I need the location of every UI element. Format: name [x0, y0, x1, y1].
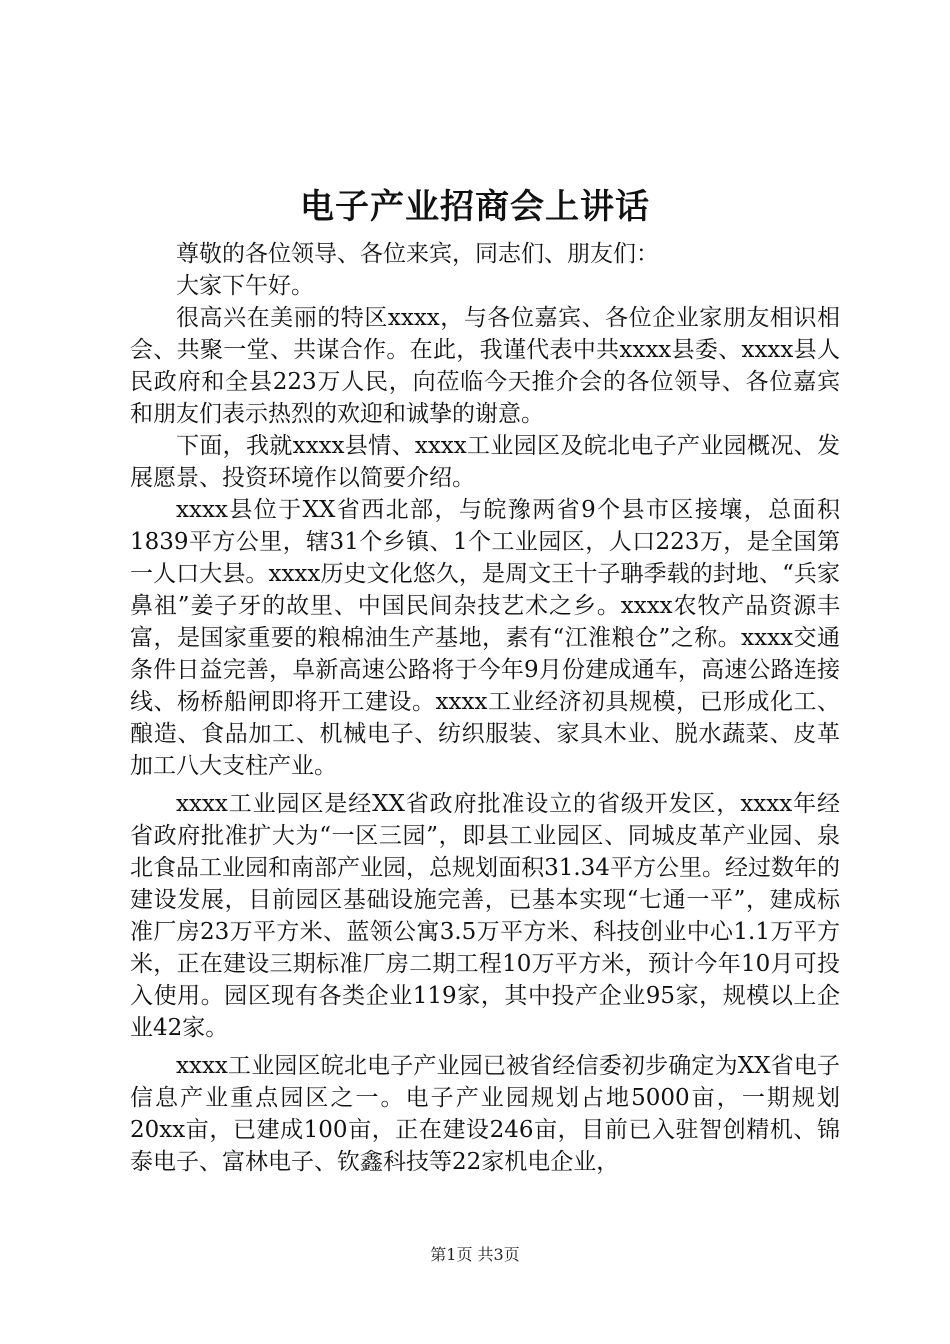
- document-body: [130, 238, 840, 1178]
- document-title: 电子产业招商会上讲话: [300, 187, 650, 227]
- intro-paragraph: 下面，我就xxxx县情、xxxx工业园区及皖北电子产业园概况、发展愿景、投资环境作以简要介绍。: [130, 433, 840, 491]
- salutation-paragraph: 尊敬的各位领导、各位来宾，同志们、朋友们：: [176, 241, 659, 267]
- county-overview-paragraph: xxxx县位于XX省西北部，与皖豫两省9个县市区接壤，总面积1839平方公里，辖31个乡镇、1个工业园区，人口223万，是全国第一人口大县。xxxx历史文化悠久，是周文王十子聃季载的封地、“兵家鼻祖”姜子牙的故里、中国民间杂技艺术之乡。xxxx农牧产品资源丰富，是国家重要的粮棉油生产基地，素有“江淮粮仓”之称。xxxx交通条件日益完善，阜新高速公路将于今年9月份建成通车，高速公路连接线、杨桥船闸即将开工建设。xxxx工业经济初具规模，已形成化工、酿造、食品加工、机械电子、纺织服装、家具木业、脱水蔬菜、皮革加工八大支柱产业。: [130, 497, 840, 779]
- greeting-paragraph: 大家下午好。: [176, 273, 314, 299]
- welcome-paragraph: 很高兴在美丽的特区xxxx，与各位嘉宾、各位企业家朋友相识相会、共聚一堂、共谋合作。在此，我谨代表中共xxxx县委、xxxx县人民政府和全县223万人民，向莅临今天推介会的各位领导、各位嘉宾和朋友们表示热烈的欢迎和诚挚的谢意。: [130, 305, 840, 427]
- electronics-park-paragraph: xxxx工业园区皖北电子产业园已被省经信委初步确定为XX省电子信息产业重点园区之一。电子产业园规划占地5000亩，一期规划20xx亩，已建成100亩，正在建设246亩，目前已入驻智创精机、锦泰电子、富林电子、钦鑫科技等22家机电企业，: [130, 1053, 840, 1175]
- industrial-park-paragraph: xxxx工业园区是经XX省政府批准设立的省级开发区，xxxx年经省政府批准扩大为“一区三园”，即县工业园区、同城皮革产业园、泉北食品工业园和南部产业园，总规划面积31.34平方公里。经过数年的建设发展，目前园区基础设施完善，已基本实现“七通一平”，建成标准厂房23万平方米、蓝领公寓3.5万平方米、科技创业中心1.1万平方米，正在建设三期标准厂房二期工程10万平方米，预计今年10月可投入使用。园区现有各类企业119家，其中投产企业95家，规模以上企业42家。: [130, 791, 840, 1041]
- page-number-footer: 第1页 共3页: [430, 1245, 520, 1264]
